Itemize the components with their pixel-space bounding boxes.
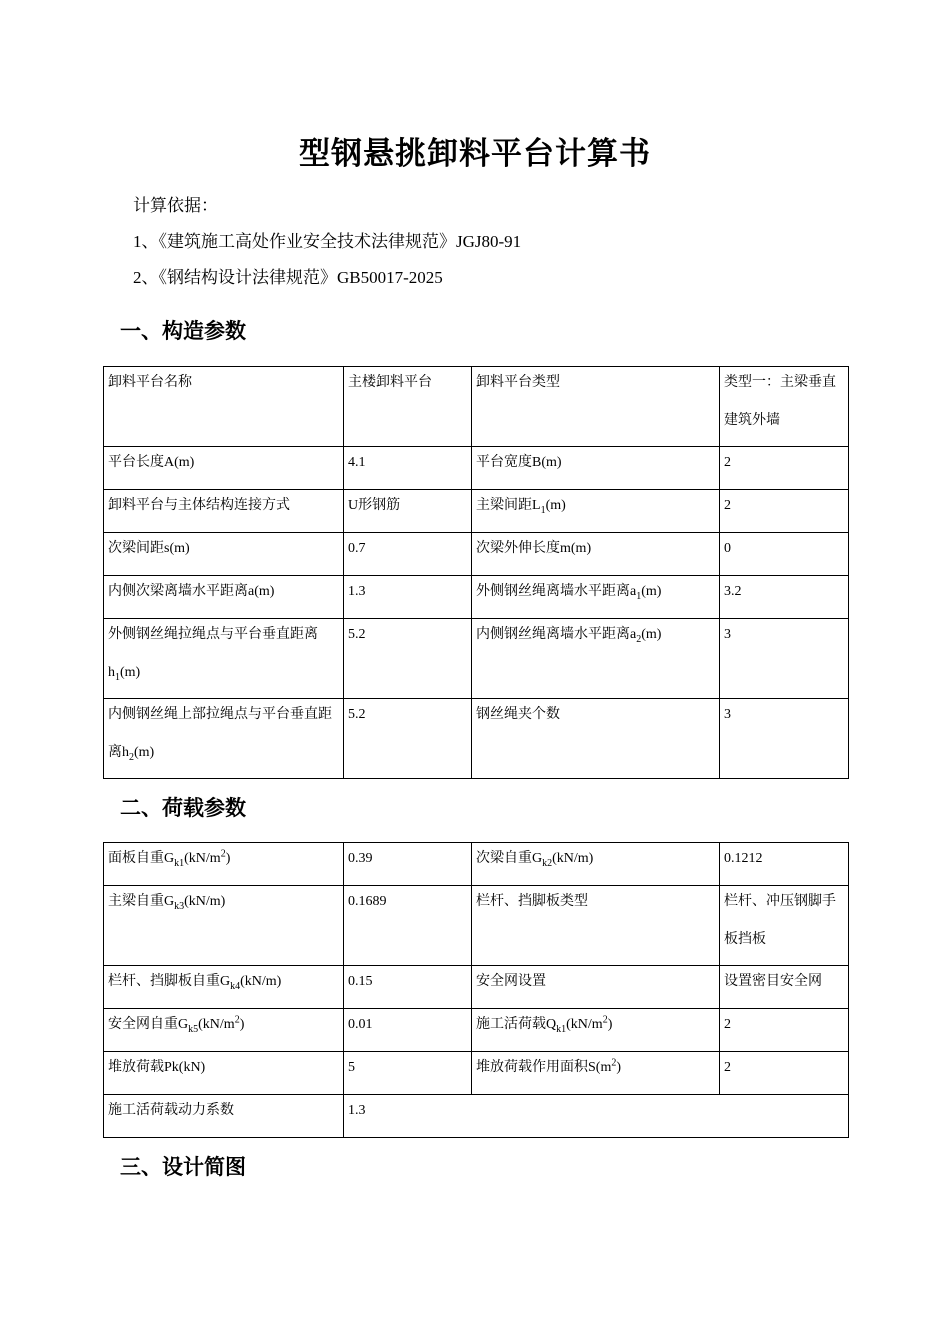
table-cell: 2 [720, 490, 849, 533]
table-cell: 3.2 [720, 576, 849, 619]
table-row [104, 619, 849, 699]
table-cell: 外侧钢丝绳离墙水平距离$a_1(m)$ [472, 576, 720, 619]
table-cell: 平台长度A(m) [104, 447, 344, 490]
table-cell: 0.1689 [344, 886, 472, 966]
table-cell: 施工活荷载动力系数 [104, 1095, 344, 1138]
table-cell: 2 [720, 447, 849, 490]
table-cell: 设置密目安全网 [720, 966, 849, 1009]
basis-heading: 计算依据： [133, 196, 218, 215]
table-cell: 栏杆、挡脚板类型 [472, 886, 720, 966]
table-cell: 5.2 [344, 619, 472, 699]
table-row [104, 1009, 849, 1052]
table-cell: 主楼卸料平台 [344, 367, 472, 447]
load-parameters-table [103, 842, 849, 1138]
table-cell: 5.2 [344, 699, 472, 779]
document-title: 型钢悬挑卸料平台计算书 [299, 136, 651, 172]
table-cell: 0.1212 [720, 843, 849, 886]
table-cell: 堆放荷载作用面积$S(m^2)$ [472, 1052, 720, 1095]
table-cell: 安全网设置 [472, 966, 720, 1009]
table-row [104, 886, 849, 966]
table-cell: 内侧钢丝绳离墙水平距离$a_2(m)$ [472, 619, 720, 699]
table-cell: 面板自重$G_{k1}(kN/m^2)$ [104, 843, 344, 886]
table-cell: 4.1 [344, 447, 472, 490]
table-cell: 2 [720, 1009, 849, 1052]
section-heading-design-sketch: 三、设计简图 [120, 1155, 246, 1179]
table-cell: 栏杆、挡脚板自重$G_{k4}(kN/m)$ [104, 966, 344, 1009]
table-cell: 安全网自重$G_{k5}(kN/m^2)$ [104, 1009, 344, 1052]
table-cell: 钢丝绳夹个数 [472, 699, 720, 779]
table-row [104, 490, 849, 533]
table-cell: 堆放荷载Pk(kN) [104, 1052, 344, 1095]
table-cell: U形钢筋 [344, 490, 472, 533]
table-cell: 0.01 [344, 1009, 472, 1052]
table-row [104, 576, 849, 619]
table-row [104, 966, 849, 1009]
basis-item-2: 2、《钢结构设计法律规范》GB50017-2025 [133, 268, 443, 287]
table-cell: 卸料平台与主体结构连接方式 [104, 490, 344, 533]
table-cell: 卸料平台名称 [104, 367, 344, 447]
table-cell: 5 [344, 1052, 472, 1095]
table-cell: 类型一：主梁垂直建筑外墙 [720, 367, 849, 447]
table-row [104, 367, 849, 447]
table-cell: 3 [720, 699, 849, 779]
table-cell: 0.15 [344, 966, 472, 1009]
table-cell: 栏杆、冲压钢脚手板挡板 [720, 886, 849, 966]
construction-parameters-table [103, 366, 849, 779]
table-row [104, 1052, 849, 1095]
table-cell: 次梁自重$G_{k2}(kN/m)$ [472, 843, 720, 886]
table-cell: 主梁自重$G_{k3}(kN/m)$ [104, 886, 344, 966]
table-cell: 外侧钢丝绳拉绳点与平台垂直距离$h_1(m)$ [104, 619, 344, 699]
table-cell: 卸料平台类型 [472, 367, 720, 447]
table-cell: 施工活荷载$Q_{k1}(kN/m^2)$ [472, 1009, 720, 1052]
table-cell: 内侧钢丝绳上部拉绳点与平台垂直距离$h_2(m)$ [104, 699, 344, 779]
table-row [104, 699, 849, 779]
basis-item-1: 1、《建筑施工高处作业安全技术法律规范》JGJ80-91 [133, 232, 522, 251]
table-cell: 2 [720, 1052, 849, 1095]
table-row [104, 533, 849, 576]
table-cell: 次梁间距s(m) [104, 533, 344, 576]
section-heading-loads: 二、荷载参数 [120, 796, 246, 820]
table-cell: 平台宽度B(m) [472, 447, 720, 490]
table-cell: 3 [720, 619, 849, 699]
table-cell: 0 [720, 533, 849, 576]
table-row [104, 843, 849, 886]
table-cell: 主梁间距$L_1(m)$ [472, 490, 720, 533]
section-heading-construction: 一、构造参数 [120, 319, 246, 343]
table-cell: 内侧次梁离墙水平距离a(m) [104, 576, 344, 619]
table-cell: 1.3 [344, 576, 472, 619]
table-row [104, 1095, 849, 1138]
table-cell: 1.3 [344, 1095, 849, 1138]
table-row [104, 447, 849, 490]
table-cell: 0.7 [344, 533, 472, 576]
table-cell: 0.39 [344, 843, 472, 886]
table-cell: 次梁外伸长度m(m) [472, 533, 720, 576]
